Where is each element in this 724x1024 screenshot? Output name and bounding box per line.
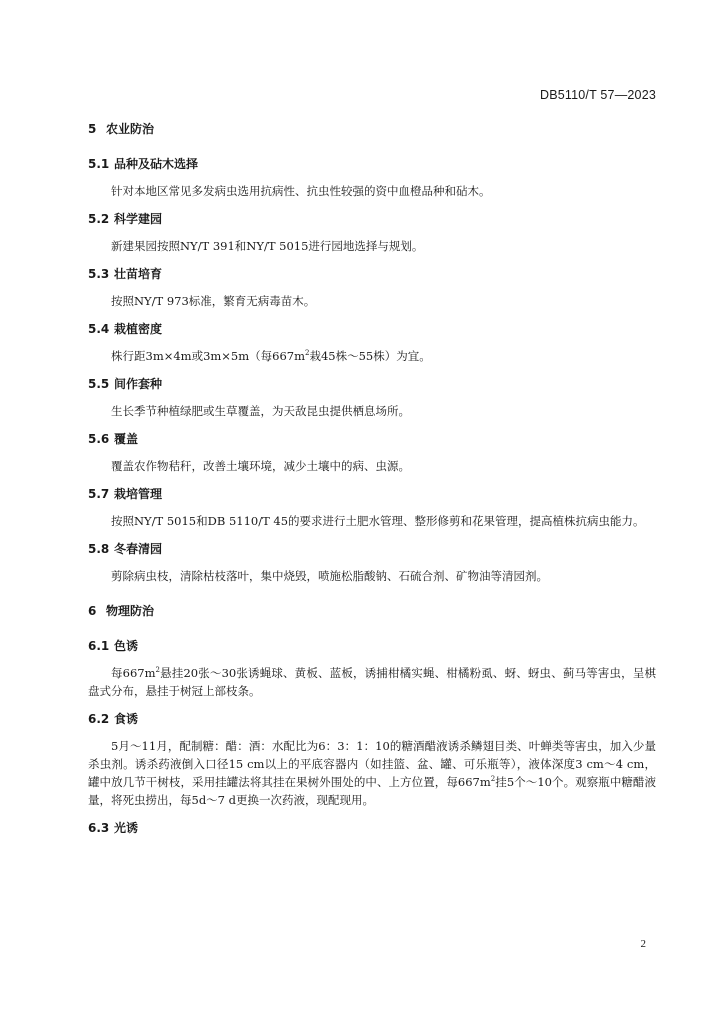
page-number: 2 <box>640 938 646 950</box>
subsection-heading-5-5 <box>88 375 656 393</box>
subsection-number: 5.3 <box>88 267 110 281</box>
subsection-number: 6.1 <box>88 639 110 653</box>
subsection-number: 6.2 <box>88 712 110 726</box>
paragraph <box>88 347 656 365</box>
section-title: 农业防治 <box>106 122 155 136</box>
section-heading-5 <box>88 120 656 138</box>
superscript: 2 <box>305 349 310 358</box>
section-number: 6 <box>88 604 97 618</box>
paragraph <box>88 664 656 700</box>
paragraph: 剪除病虫枝，清除枯枝落叶，集中烧毁，喷施松脂酸钠、石硫合剂、矿物油等清园剂。 <box>111 569 548 583</box>
subsection-title: 品种及砧木选择 <box>114 157 199 171</box>
subsection-heading-5-8 <box>88 540 656 558</box>
subsection-title: 覆盖 <box>114 432 139 446</box>
section-heading-6 <box>88 602 656 620</box>
paragraph: 按照NY/T 5015和DB 5110/T 45的要求进行土肥水管理、整形修剪和花果管理，提高植株抗病虫能力。 <box>111 514 645 528</box>
text-segment: 株行距3m×4m或3m×5m（每667m <box>111 349 306 363</box>
page-content <box>88 120 656 837</box>
text-segment: 挂5个～10个。观察瓶中糖醋液量，将死虫捞出，每5d～7 d更换一次药液，现配现用。 <box>88 775 656 807</box>
text-segment: 5月～11月，配制糖：醋：酒：水配比为6：3：1：10的糖酒醋液诱杀鳞翅目类、叶蝉类等害虫，加入少量杀虫剂。诱杀药液倒入口径15 cm以上的平底容器内（如挂篮、盆、罐、可乐瓶等），液体深度3 cm～4 cm，罐中放几节干树枝，采用挂罐法将其挂在果树外围处的中、上方位置，每667m <box>88 739 656 789</box>
subsection-title: 间作套种 <box>114 377 163 391</box>
subsection-number: 5.8 <box>88 542 110 556</box>
superscript: 2 <box>155 666 160 675</box>
subsection-title: 栽植密度 <box>114 322 163 336</box>
text-segment: 悬挂20张～30张诱蝇球、黄板、蓝板，诱捕柑橘实蝇、柑橘粉虱、蚜、蚜虫、蓟马等害虫，呈棋盘式分布，悬挂于树冠上部枝条。 <box>88 666 656 698</box>
subsection-title: 色诱 <box>114 639 139 653</box>
subsection-heading-5-7 <box>88 485 656 503</box>
subsection-title: 食诱 <box>114 712 139 726</box>
subsection-number: 5.2 <box>88 212 110 226</box>
paragraph: 针对本地区常见多发病虫选用抗病性、抗虫性较强的资中血橙品种和砧木。 <box>111 184 491 198</box>
subsection-title: 壮苗培育 <box>114 267 163 281</box>
paragraph: 新建果园按照NY/T 391和NY/T 5015进行园地选择与规划。 <box>111 239 424 253</box>
paragraph: 生长季节种植绿肥或生草覆盖，为天敌昆虫提供栖息场所。 <box>111 404 410 418</box>
superscript: 2 <box>490 775 496 784</box>
subsection-heading-6-1 <box>88 637 656 655</box>
section-title: 物理防治 <box>106 604 155 618</box>
subsection-heading-5-1 <box>88 155 656 173</box>
subsection-number: 5.4 <box>88 322 110 336</box>
subsection-number: 5.1 <box>88 157 110 171</box>
paragraph: 覆盖农作物秸秆，改善土壤环境，减少土壤中的病、虫源。 <box>111 459 410 473</box>
subsection-heading-5-6 <box>88 430 656 448</box>
text-segment: 每667m <box>111 666 156 680</box>
subsection-title: 栽培管理 <box>114 487 163 501</box>
subsection-number: 5.7 <box>88 487 110 501</box>
section-number: 5 <box>88 122 97 136</box>
subsection-number: 6.3 <box>88 821 110 835</box>
subsection-title: 科学建园 <box>114 212 163 226</box>
paragraph: 按照NY/T 973标准，繁育无病毒苗木。 <box>111 294 316 308</box>
paragraph <box>88 737 656 809</box>
subsection-title: 冬春清园 <box>114 542 163 556</box>
subsection-number: 5.6 <box>88 432 110 446</box>
subsection-heading-6-3 <box>88 819 656 837</box>
subsection-heading-5-4 <box>88 320 656 338</box>
document-code: DB5110/T 57—2023 <box>539 88 656 102</box>
subsection-heading-5-3 <box>88 265 656 283</box>
subsection-heading-5-2 <box>88 210 656 228</box>
subsection-title: 光诱 <box>114 821 139 835</box>
text-segment: 栽45株～55株）为宜。 <box>309 349 431 363</box>
subsection-heading-6-2 <box>88 710 656 728</box>
subsection-number: 5.5 <box>88 377 110 391</box>
